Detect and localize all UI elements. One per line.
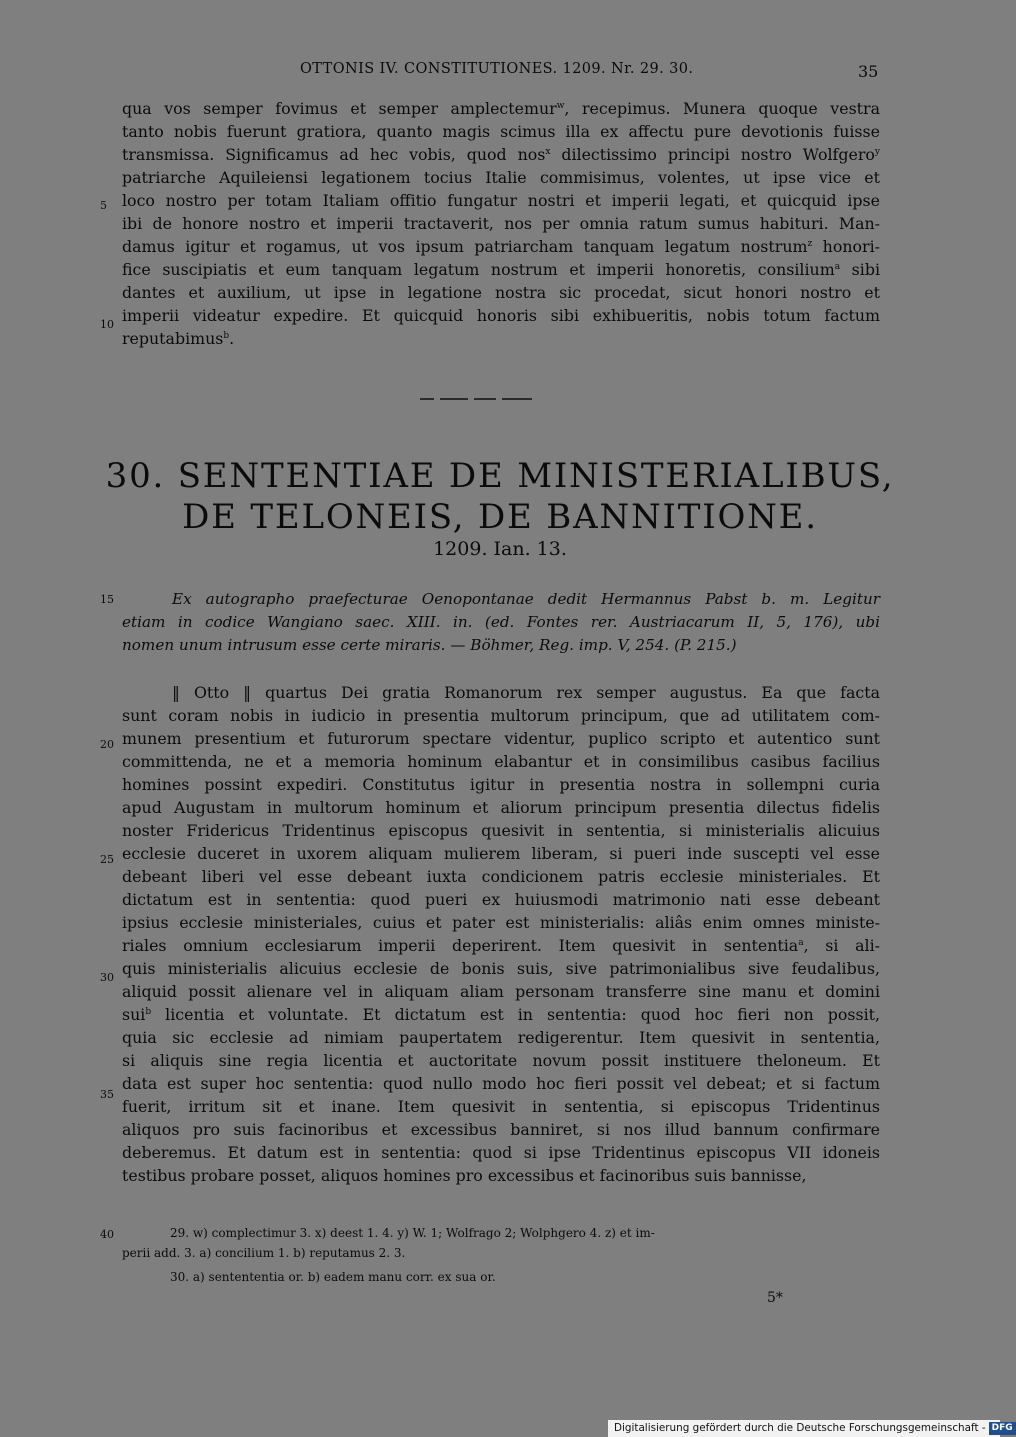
- line-number-10: 10: [100, 318, 114, 331]
- line-number-35: 35: [100, 1088, 114, 1101]
- text-line: dictatum est in sententia: quod pueri ex huiusmodi matrimonio nati esse debeant: [122, 890, 880, 909]
- text-line: patriarche Aquileiensi legationem tocius Italie commisimus, volentes, ut ipse vice et: [122, 168, 880, 187]
- text-line: data est super hoc sententia: quod nullo modo hoc fieri possit vel debeat; et si factum: [122, 1074, 880, 1093]
- text-line: dantes et auxilium, ut ipse in legatione nostra sic procedat, sicut honori nostro et: [122, 283, 880, 302]
- text-line: si aliquis sine regia licentia et auctoritate novum possit instituere theloneum. Et: [122, 1051, 880, 1070]
- text-line: ecclesie duceret in uxorem aliquam mulierem liberam, si pueri inde suscepti vel esse: [122, 844, 880, 863]
- text-line: riales omnium ecclesiarum imperii deperirent. Item quesivit in sententia$^a$, si ali-: [122, 936, 880, 955]
- text-line: damus igitur et rogamus, ut vos ipsum patriarcham tanquam legatum nostrum$^z$ honori-: [122, 237, 880, 256]
- source-note-line: nomen unum intrusum esse certe miraris. — Böhmer, Reg. imp. V, 254. (P. 215.): [122, 636, 737, 654]
- source-note-line: Ex autographo praefecturae Oenopontanae dedit Hermannus Pabst b. m. Legitur: [172, 590, 880, 608]
- line-number-5: 5: [100, 199, 107, 212]
- document-date: 1209. Ian. 13.: [433, 538, 567, 560]
- text-line: debeant liberi vel esse debeant iuxta condicionem patris ecclesie ministeriales. Et: [122, 867, 880, 886]
- text-line: ipsius ecclesie ministeriales, cuius et pater est ministerialis: aliâs enim omnes ministe-: [122, 913, 880, 932]
- text-line: munem presentium et futurorum spectare videntur, puplico scripto et autentico sunt: [122, 729, 880, 748]
- text-line: homines possint expediri. Constitutus igitur in presentia nostra in sollempni curia: [122, 775, 880, 794]
- text-line: ibi de honore nostro et imperii tractaverit, nos per omnia ratum sumus habituri. Man-: [122, 214, 880, 233]
- text-line: quia sic ecclesie ad nimiam paupertatem redigerentur. Item quesivit in sententia,: [122, 1028, 880, 1047]
- text-line: aliquos pro suis facinoribus et excessibus banniret, si nos illud bannum confirmare: [122, 1120, 880, 1139]
- page-number: 35: [858, 62, 879, 81]
- section-29-tail: [122, 97, 880, 350]
- document-title-line1: 30. SENTENTIAE DE MINISTERIALIBUS,: [105, 456, 895, 496]
- document-title-line2: DE TELONEIS, DE BANNITIONE.: [182, 497, 818, 537]
- text-line: reputabimus$^b$.: [122, 329, 235, 348]
- text-line: noster Fridericus Tridentinus episcopus quesivit in sententia, si ministerialis alicuius: [122, 821, 880, 840]
- footnote-line: perii add. 3. a) concilium 1. b) reputamus 2. 3.: [122, 1246, 406, 1260]
- ornament-divider: [420, 385, 550, 387]
- line-number-30: 30: [100, 971, 114, 984]
- funding-credit-bar: [608, 1420, 1013, 1437]
- text-line: ‖ Otto ‖ quartus Dei gratia Romanorum rex semper augustus. Ea que facta: [172, 683, 880, 702]
- running-head: OTTONIS IV. CONSTITUTIONES. 1209. Nr. 29. 30.: [300, 61, 694, 77]
- text-line: quis ministerialis alicuius ecclesie de bonis suis, sive patrimonialibus sive feudalibus,: [122, 959, 880, 978]
- footnote-line: 29. w) complectimur 3. x) deest 1. 4. y) W. 1; Wolfrago 2; Wolphgero 4. z) et im-: [170, 1226, 655, 1240]
- text-line: imperii videatur expedire. Et quicquid honoris sibi exhibueritis, nobis totum factum: [122, 306, 880, 325]
- text-line: apud Augustam in multorum hominum et aliorum principum presentia dilectus fidelis: [122, 798, 880, 817]
- credit-text: Digitalisierung gefördert durch die Deutsche Forschungsgemeinschaft -: [614, 1422, 986, 1434]
- text-line: loco nostro per totam Italiam offitio fungatur nostri et imperii legati, et quicquid ipse: [122, 191, 880, 210]
- text-line: fice suscipiatis et eum tanquam legatum nostrum et imperii honoretis, consilium$^a$ sibi: [122, 260, 880, 279]
- line-number-15: 15: [100, 593, 114, 606]
- source-note-line: etiam in codice Wangiano saec. XIII. in. (ed. Fontes rer. Austriacarum II, 5, 176), ubi: [122, 613, 880, 631]
- dfg-logo: DFG: [989, 1422, 1016, 1435]
- text-line: fuerit, irritum sit et inane. Item quesivit in sententia, si episcopus Tridentinus: [122, 1097, 880, 1116]
- text-line: qua vos semper fovimus et semper amplectemur$^w$, recepimus. Munera quoque vestra: [122, 99, 880, 118]
- text-line: transmissa. Significamus ad hec vobis, quod nos$^x$ dilectissimo principi nostro Wolfgero$^y$: [122, 145, 880, 164]
- text-line: sunt coram nobis in iudicio in presentia multorum principum, que ad utilitatem com-: [122, 706, 880, 725]
- text-line: tanto nobis fuerunt gratiora, quanto magis scimus illa ex affectu pure devotionis fuisse: [122, 122, 880, 141]
- line-number-25: 25: [100, 853, 114, 866]
- signature-mark: 5*: [767, 1290, 783, 1306]
- text-line: testibus probare posset, aliquos homines pro excessibus et facinoribus suis bannisse,: [122, 1166, 807, 1185]
- section-30-body: [122, 681, 880, 1187]
- text-line: sui$^b$ licentia et voluntate. Et dictatum est in sententia: quod hoc fieri non possit,: [122, 1005, 880, 1024]
- line-number-20: 20: [100, 738, 114, 751]
- text-line: aliquid possit alienare vel in aliquam aliam personam transferre sine manu et domini: [122, 982, 880, 1001]
- text-line: committenda, ne et a memoria hominum elabantur et in consimilibus casibus facilius: [122, 752, 880, 771]
- footnote-line: 30. a) sentententia or. b) eadem manu corr. ex sua or.: [170, 1270, 496, 1284]
- line-number-40: 40: [100, 1228, 114, 1241]
- text-line: deberemus. Et datum est in sententia: quod si ipse Tridentinus episcopus VII idoneis: [122, 1143, 880, 1162]
- source-note: [122, 588, 880, 657]
